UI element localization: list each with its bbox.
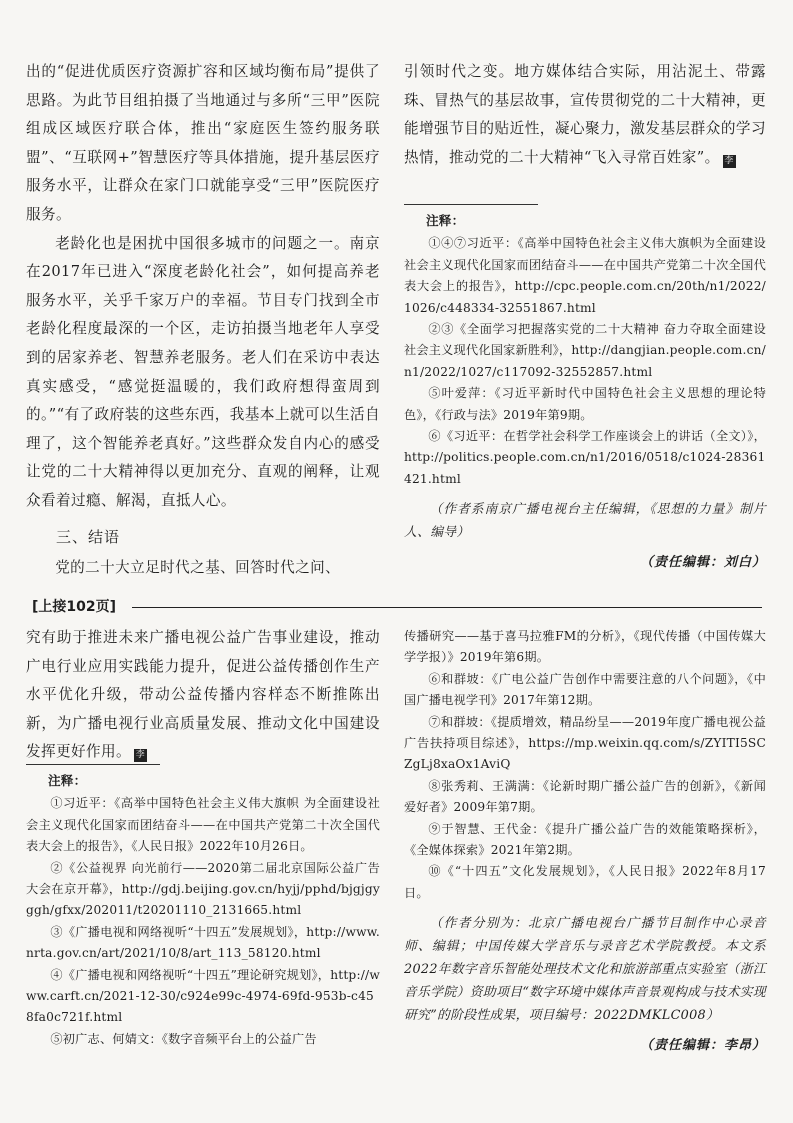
body-paragraph: 党的二十大立足时代之基、回答时代之问、: [55, 558, 341, 576]
note-item: ⑧张秀莉、王满满：《论新时期广播公益广告的创新》，《新闻爱好者》2009年第7期。: [404, 778, 766, 815]
top-left-column: [26, 58, 380, 582]
body-paragraph: 老龄化也是困扰中国很多城市的问题之一。南京在2017年已进入“深度老龄化社会”，如何提高养老服务水平，关乎千家万户的幸福。节目专门找到全市老龄化程度最深的一个区，走访拍摄当地老年人享受到的居家养老、智慧养老服务。老人们在采访中表达真实感受，“感觉挺温暖的，我们政府想得蛮周到的。”“有了政府装的这些东西，我基本上就可以生活自理了，这个智能养老真好。”这些群众发自内心的感受让党的二十大精神得以更加充分、直观的阐释，让观众看着过瘾、解渴，直抵人心。: [26, 234, 380, 509]
paragraph-text: 究有助于推进未来广播电视公益广告事业建设，推动广电行业应用实践能力提升，促进公益传播创作生产水平优化升级，带动公益传播内容样态不断推陈出新，为广播电视行业高质量发展、推动文化中国建设发挥更好作用。: [26, 629, 380, 761]
note-item: ⑤叶爱萍：《习近平新时代中国特色社会主义思想的理论特色》，《行政与法》2019年第9期。: [404, 386, 766, 422]
notes-title: 注释：: [426, 213, 465, 228]
end-mark-icon: 李: [135, 750, 146, 761]
body-paragraph: 出的“促进优质医疗资源扩容和区域均衡布局”提供了思路。为此节目组拍摄了当地通过与多所“三甲”医院组成区域医疗联合体，推出“家庭医生签约服务联盟”、“互联网+”智慧医疗等具体措施，提升基层医疗服务水平，让群众在家门口就能享受“三甲”医院医疗服务。: [26, 63, 380, 223]
note-item: ①习近平：《高举中国特色社会主义伟大旗帜 为全面建设社会主义现代化国家而团结奋斗——在中国共产党第二十次全国代表大会上的报告》，《人民日报》2022年10月26日。: [26, 796, 380, 854]
paragraph-text: 引领时代之变。地方媒体结合实际，用沾泥土、带露珠、冒热气的基层故事，宣传贯彻党的二十大精神，更能增强节目的贴近性，凝心聚力，激发基层群众的学习热情，推动党的二十大精神“飞入寻常百姓家”。: [404, 63, 766, 166]
note-item: ⑨于智慧、王代金：《提升广播公益广告的效能策略探析》，《全媒体探索》2021年第2期。: [404, 821, 766, 858]
end-mark-icon: 李: [724, 155, 734, 166]
note-item: ⑦和群坡：《提质增效，精品纷呈——2019年度广播电视公益广告扶持项目综述》，https://mp.weixin.qq.com/s/ZYITI5SCZgLj8xaOx1AviQ: [404, 714, 766, 772]
bottom-left-notes: [26, 770, 380, 1050]
note-item: ①④⑦习近平：《高举中国特色社会主义伟大旗帜为全面建设社会主义现代化国家而团结奋斗——在中国共产党第二十次全国代表大会上的报告》，http://cpc.people.com.cn/20th/n1/2022/1026/c448334-32551867.html: [404, 236, 766, 315]
top-right-notes: [404, 210, 766, 574]
note-item: ⑩《“十四五”文化发展规划》，《人民日报》2022年8月17日。: [404, 864, 766, 900]
continuation-line: [132, 607, 762, 608]
note-item: ⑥《习近平：在哲学社会科学工作座谈会上的讲话（全文）》，http://politics.people.com.cn/n1/2016/0518/c1024-28361421.html: [404, 429, 766, 486]
continuation-label: [上接102页]: [32, 596, 120, 618]
author-note: （作者分别为：北京广播电视台广播节目制作中心录音师、编辑；中国传媒大学音乐与录音艺术学院教授。本文系2022年数字音乐智能处理技术文化和旅游部重点实验室（浙江音乐学院）资助项目“数字环境中媒体声音景观构成与技术实现研究”的阶段性成果，项目编号：2022DMKLC008）: [404, 916, 766, 1024]
editor-credit: （责任编辑：李昂）: [639, 1038, 766, 1054]
note-item: ⑤初广志、何婧文：《数字音频平台上的公益广告: [50, 1031, 317, 1046]
note-item: ③《广播电视和网络视听“十四五”发展规划》，http://www.nrta.gov.cn/art/2021/10/8/art_113_58120.html: [26, 924, 380, 961]
note-item: ②③《全面学习把握落实党的二十大精神 奋力夺取全面建设社会主义现代化国家新胜利》，http://dangjian.people.com.cn/n1/2022/1027/c117092-32552857.html: [404, 322, 766, 379]
body-paragraph: [404, 58, 766, 172]
note-item: ④《广播电视和网络视听“十四五”理论研究规划》，http://www.carft.cn/2021-12-30/c924e99c-4974-69fd-953b-c458fa0c721f.html: [26, 967, 380, 1025]
section-heading: 三、结语: [56, 527, 121, 546]
note-item: 传播研究——基于喜马拉雅FM的分析》，《现代传播（中国传媒大学学报）》2019年第6期。: [404, 629, 766, 665]
continuation-bar: [32, 596, 762, 618]
author-note: （作者系南京广播电视台主任编辑，《思想的力量》制片人、编导）: [404, 502, 766, 541]
bottom-right-notes: [404, 626, 766, 1057]
note-item: ⑥和群坡：《广电公益广告创作中需要注意的八个问题》，《中国广播电视学刊》2017年第12期。: [404, 671, 766, 708]
bottom-left-column: [26, 624, 380, 767]
note-item: ②《公益视界 向光前行——2020第二届北京国际公益广告大会在京开幕》，http://gdj.beijing.gov.cn/hyjj/pphd/bjgjgyggh/gfxx/202011/t20201110_2131665.html: [26, 860, 380, 918]
notes-divider: [404, 204, 538, 205]
top-right-column: [404, 58, 766, 172]
notes-divider: [26, 764, 160, 765]
notes-title: 注释：: [48, 773, 87, 788]
editor-credit: （责任编辑：刘白）: [639, 555, 766, 571]
body-paragraph: [26, 624, 380, 767]
